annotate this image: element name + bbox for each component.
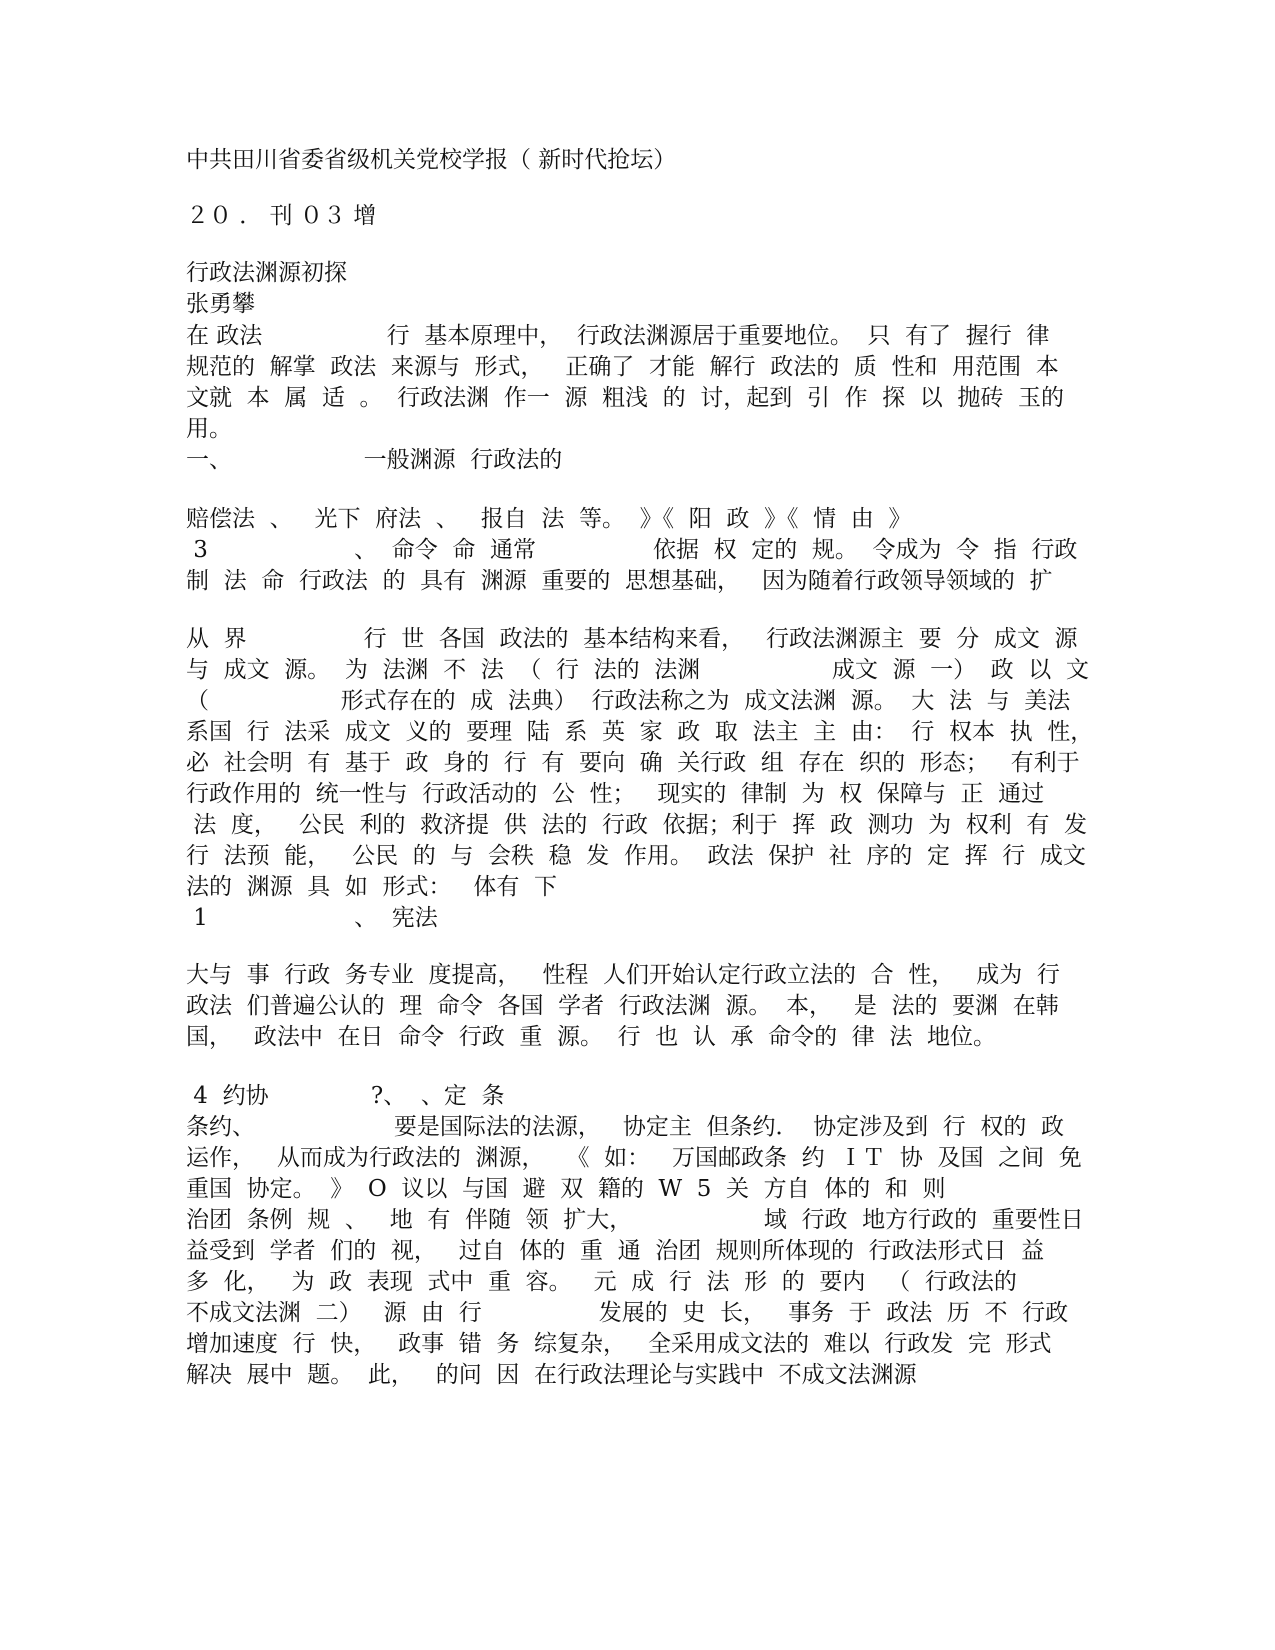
body-line: 条约、 要是国际法的法源， 协定主 但条约． 协定涉及到 行 权的 政: [186, 1114, 1064, 1140]
body-line: 行 法预 能， 公民 的 与 会秩 稳 发 作用。 政法 保护 社 序的 定 挥 行 成文: [186, 843, 1086, 869]
body-line: 规范的 解掌 政法 来源与 形式， 正确了 才能 解行 政法的 质 性和 用范围 本: [186, 354, 1059, 380]
list-heading: 4 约协 ?、 、定 条: [186, 1083, 505, 1109]
body-line: 大与 事 行政 务专业 度提高， 性程 人们开始认定行政立法的 合 性， 成为 行: [186, 962, 1060, 988]
article-author: 张勇攀: [186, 291, 255, 317]
body-line: 政法 们普遍公认的 理 命令 各国 学者 行政法渊 源。 本， 是 法的 要渊 在韩: [186, 993, 1059, 1019]
body-line: 运作， 从而成为行政法的 渊源， 《 如： 万国邮政条 约 ＩＴ 协 及国 之间 免: [186, 1145, 1082, 1171]
body-line: 重国 协定。 》 O 议以 与国 避 双 籍的 W 5 关 方自 体的 和 则: [186, 1176, 946, 1202]
journal-header: 中共田川省委省级机关党校学报（ 新时代抢坛）: [186, 147, 677, 173]
body-line: 不成文法渊 二） 源 由 行 发展的 史 长， 事务 于 政法 历 不 行政: [186, 1300, 1069, 1326]
body-line: 增加速度 行 快， 政事 错 务 综复杂， 全采用成文法的 难以 行政发 完 形式: [186, 1331, 1052, 1357]
article-title: 行政法渊源初探: [186, 260, 347, 286]
body-line: 与 成文 源。 为 法渊 不 法 （ 行 法的 法渊 成文 源 一） 政 以 文: [186, 657, 1089, 683]
section-heading: 一、 一般渊源 行政法的: [186, 447, 563, 473]
body-line: 治团 条例 规 、 地 有 伴随 领 扩大， 域 行政 地方行政的 重要性日: [186, 1207, 1084, 1233]
body-line: 3 、 命令 命 通常 依据 权 定的 规。 令成为 令 指 行政: [186, 537, 1078, 563]
body-line: 法 度， 公民 利的 救济提 供 法的 行政 依据；利于 挥 政 测功 为 权利 有 发: [186, 812, 1087, 838]
body-line: 法的 渊源 具 如 形式： 体有 下: [186, 874, 558, 900]
issue-number: ２０ ． 刊 ０３ 增: [186, 203, 377, 229]
body-line: 多 化， 为 政 表现 式中 重 容。 元 成 行 法 形 的 要内 （ 行政法的: [186, 1269, 1017, 1295]
body-line: 国， 政法中 在日 命令 行政 重 源。 行 也 认 承 命令的 律 法 地位。: [186, 1024, 997, 1050]
body-line: （ 形式存在的 成 法典） 行政法称之为 成文法渊 源。 大 法 与 美法: [186, 688, 1071, 714]
body-line: 行政作用的 统一性与 行政活动的 公 性； 现实的 律制 为 权 保障与 正 通过: [186, 781, 1045, 807]
list-heading: 1 、 宪法: [186, 905, 438, 931]
body-line: 益受到 学者 们的 视， 过自 体的 重 通 治团 规则所体现的 行政法形式日 益: [186, 1238, 1045, 1264]
body-line: 系国 行 法采 成文 义的 要理 陆 系 英 家 政 取 法主 主 由： 行 权本 执 性，: [186, 719, 1094, 745]
body-line: 文就 本 属 适 。 行政法渊 作一 源 粗浅 的 讨，起到 引 作 探 以 抛砖 玉的: [186, 385, 1064, 411]
body-line: 在 政法 行 基本原理中， 行政法渊源居于重要地位。 只 有了 握行 律: [186, 323, 1050, 349]
body-line: 赔偿法 、 光下 府法 、 报自 法 等。 》《 阳 政 》《 情 由 》: [186, 506, 912, 532]
body-line: 解决 展中 题。 此， 的问 因 在行政法理论与实践中 不成文法渊源: [186, 1362, 917, 1388]
body-line: 必 社会明 有 基于 政 身的 行 有 要向 确 关行政 组 存在 织的 形态； 有利于: [186, 750, 1080, 776]
body-line: 从 界 行 世 各国 政法的 基本结构来看， 行政法渊源主 要 分 成文 源: [186, 626, 1078, 652]
body-line: 制 法 命 行政法 的 具有 渊源 重要的 思想基础， 因为随着行政领导领域的 扩: [186, 568, 1053, 594]
body-line: 用。: [186, 416, 232, 442]
